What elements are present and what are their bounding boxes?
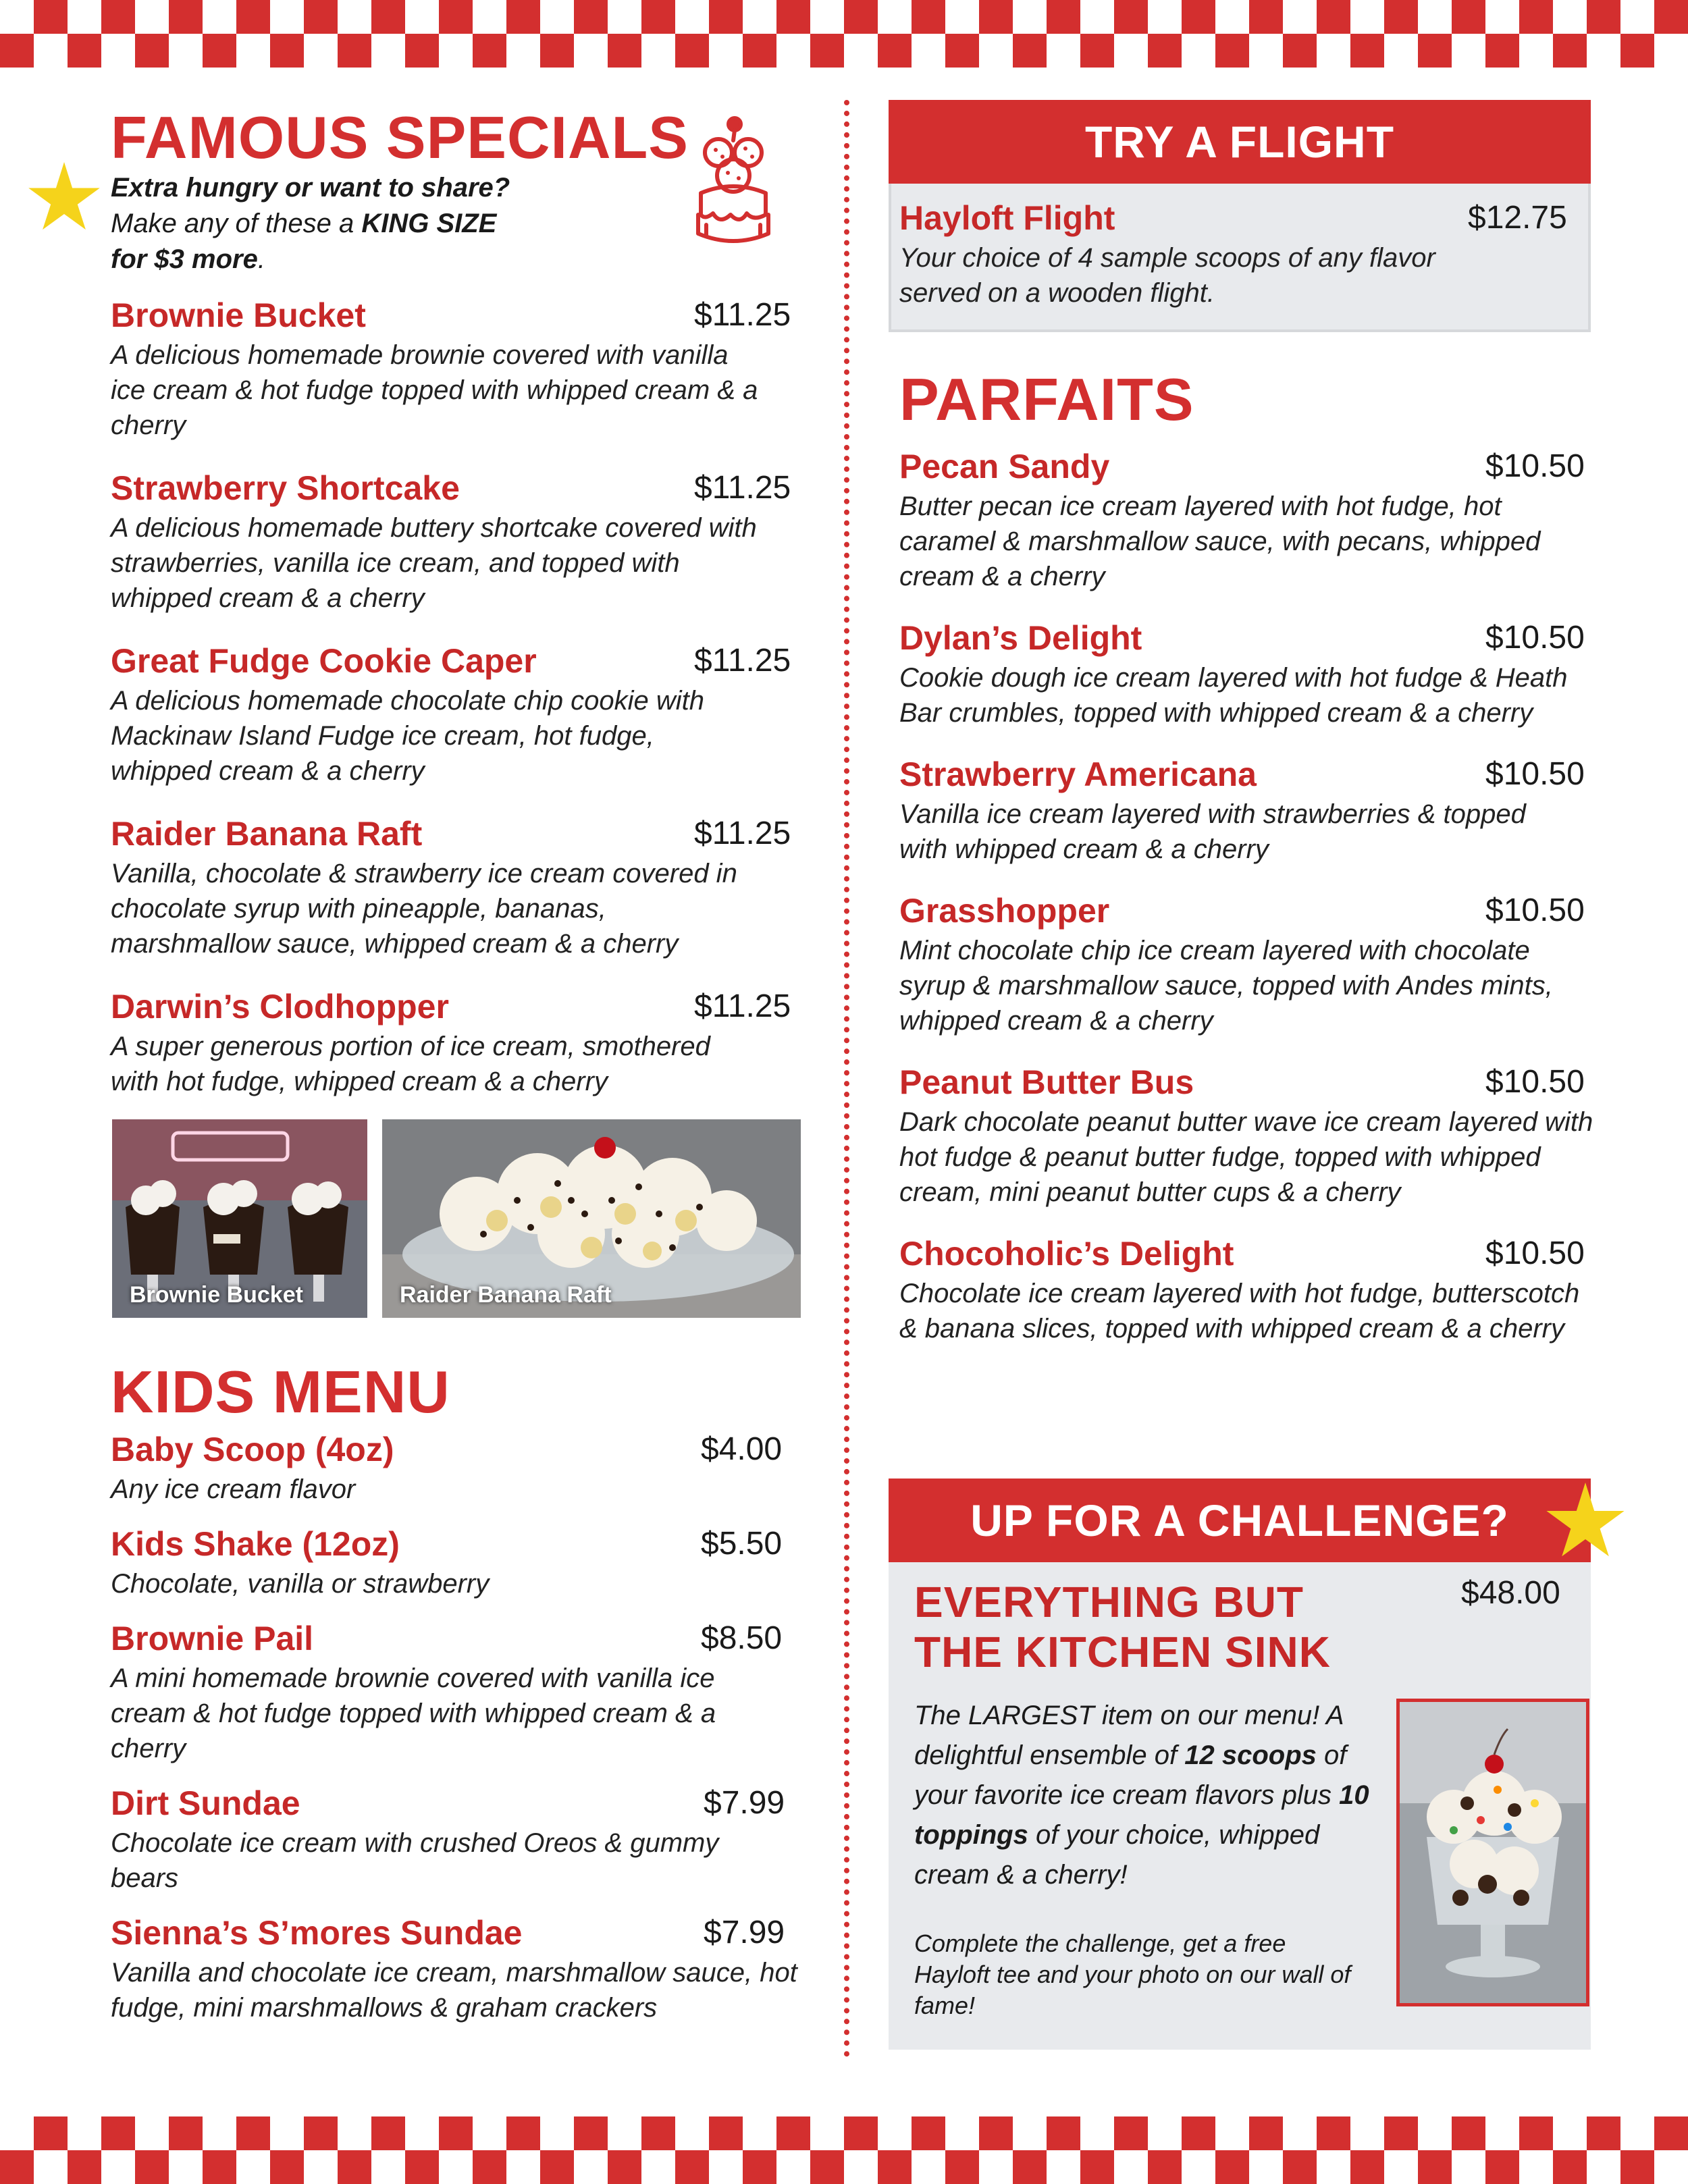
item-description: Butter pecan ice cream layered with hot fudge, hot caramel & marshmallow sauce, with pecans, whipped cream & a cherry	[899, 491, 1541, 591]
item-price: $10.50	[1485, 756, 1585, 792]
item-name: Raider Banana Raft	[111, 815, 423, 853]
flight-item	[899, 196, 1575, 311]
menu-item	[111, 293, 806, 443]
item-description: A super generous portion of ice cream, smothered with hot fudge, whipped cream & a cherry	[111, 1032, 710, 1096]
item-name: Peanut Butter Bus	[899, 1063, 1194, 1101]
item-description: Vanilla, chocolate & strawberry ice cream covered in chocolate syrup with pineapple, bananas, marshmallow sauce, whipped cream & a cherry	[111, 859, 737, 959]
kitchen-sink-photo	[1396, 1699, 1589, 2006]
item-name: Kids Shake (12oz)	[111, 1525, 400, 1563]
menu-item	[899, 196, 1575, 311]
menu-item	[899, 1060, 1602, 1210]
item-price: $11.25	[694, 297, 791, 333]
item-name: Dirt Sundae	[111, 1784, 300, 1822]
item-price: $11.25	[694, 643, 791, 678]
star-icon	[27, 162, 101, 236]
photo-caption: Brownie Bucket	[130, 1282, 303, 1308]
item-description: Vanilla ice cream layered with strawberries & topped with whipped cream & a cherry	[899, 799, 1526, 864]
item-description: Cookie dough ice cream layered with hot fudge & Heath Bar crumbles, topped with whipped cream & a cherry	[899, 663, 1568, 728]
challenge-header: UP FOR A CHALLENGE?	[889, 1479, 1591, 1562]
item-name: Brownie Bucket	[111, 296, 366, 334]
item-price: $10.50	[1485, 893, 1585, 928]
checker-border-top	[0, 0, 1688, 68]
famous-specials-title: FAMOUS SPECIALS	[111, 104, 689, 171]
item-description: A delicious homemade brownie covered with vanilla ice cream & hot fudge topped with whipped cream & a cherry	[111, 340, 758, 440]
menu-item	[111, 811, 806, 961]
item-price: $11.25	[694, 816, 791, 851]
menu-item	[111, 1427, 806, 1507]
menu-item	[899, 616, 1602, 730]
item-name: Strawberry Americana	[899, 755, 1257, 793]
menu-item	[111, 466, 806, 616]
menu-item	[899, 752, 1602, 867]
parfaits-title: PARFAITS	[899, 366, 1194, 433]
challenge-description: The LARGEST item on our menu! A delightful ensemble of 12 scoops of your favorite ice cream flavors plus 10 toppings of your choice, whipped cream & a cherry!	[914, 1701, 1369, 1890]
item-price: $11.25	[694, 470, 791, 506]
try-a-flight-header: TRY A FLIGHT	[889, 100, 1591, 184]
item-price: $10.50	[1485, 1064, 1585, 1100]
item-price: $11.25	[694, 988, 791, 1024]
item-name: Grasshopper	[899, 892, 1110, 930]
king-size-note: Extra hungry or want to share? Make any of these a KING SIZE for $3 more.	[111, 173, 510, 274]
item-name: Brownie Pail	[111, 1620, 314, 1657]
column-divider	[844, 100, 849, 2058]
item-price: $4.00	[701, 1431, 783, 1467]
menu-item	[111, 1911, 806, 2025]
item-description: Dark chocolate peanut butter wave ice cream layered with hot fudge & peanut butter fudge, topped with whipped cream, mini peanut butter cups & a cherry	[899, 1107, 1593, 1207]
item-price: $7.99	[704, 1915, 785, 1950]
item-price: $7.99	[704, 1785, 785, 1821]
photo-caption: Raider Banana Raft	[400, 1282, 612, 1308]
checker-border-bottom	[0, 2116, 1688, 2184]
raider-banana-raft-photo	[382, 1119, 801, 1318]
menu-item	[899, 1231, 1602, 1346]
item-description: Any ice cream flavor	[111, 1474, 356, 1504]
item-description: Chocolate ice cream layered with hot fudge, butterscotch & banana slices, topped with whipped cream & a cherry	[899, 1279, 1580, 1343]
menu-item	[111, 639, 806, 789]
famous-specials-list	[111, 273, 806, 1099]
item-name: Great Fudge Cookie Caper	[111, 642, 537, 680]
parfaits-list	[899, 423, 1602, 1346]
sundae-icon	[686, 113, 781, 255]
item-name: Sienna’s S’mores Sundae	[111, 1914, 523, 1952]
item-name: Chocoholic’s Delight	[899, 1235, 1234, 1273]
item-description: A delicious homemade chocolate chip cookie with Mackinaw Island Fudge ice cream, hot fudge, whipped cream & a cherry	[111, 686, 705, 786]
item-name: Baby Scoop (4oz)	[111, 1431, 394, 1468]
item-description: Your choice of 4 sample scoops of any flavor served on a wooden flight.	[899, 243, 1435, 308]
item-price: $10.50	[1485, 620, 1585, 656]
item-name: Darwin’s Clodhopper	[111, 988, 449, 1026]
item-price: $10.50	[1485, 448, 1585, 484]
menu-item	[111, 1781, 806, 1896]
item-description: A delicious homemade buttery shortcake covered with strawberries, vanilla ice cream, and topped with whipped cream & a cherry	[111, 513, 757, 613]
item-description: Vanilla and chocolate ice cream, marshmallow sauce, hot fudge, mini marshmallows & graham crackers	[111, 1958, 797, 2023]
item-name: Dylan’s Delight	[899, 619, 1142, 657]
item-price: $8.50	[701, 1620, 783, 1656]
kids-menu-list	[111, 1412, 806, 2025]
challenge-note: Complete the challenge, get a free Hayloft tee and your photo on our wall of fame!	[914, 1929, 1351, 2019]
item-price: $5.50	[701, 1526, 783, 1562]
item-name: Hayloft Flight	[899, 199, 1115, 237]
menu-item	[899, 888, 1602, 1038]
kitchen-sink-image	[1400, 1702, 1586, 2003]
item-name: Pecan Sandy	[899, 448, 1110, 485]
brownie-bucket-photo	[112, 1119, 367, 1318]
item-description: Mint chocolate chip ice cream layered with chocolate syrup & marshmallow sauce, topped with Andes mints, whipped cream & a cherry	[899, 936, 1553, 1036]
challenge-item-name: EVERYTHING BUT THE KITCHEN SINK	[914, 1578, 1331, 1676]
menu-item	[111, 984, 806, 1099]
menu-item	[899, 444, 1602, 594]
item-price: $12.75	[1468, 200, 1567, 236]
challenge-price: $48.00	[1461, 1575, 1560, 1611]
menu-item	[111, 1616, 806, 1766]
kids-menu-title: KIDS MENU	[111, 1358, 450, 1425]
item-name: Strawberry Shortcake	[111, 469, 460, 507]
item-description: Chocolate ice cream with crushed Oreos & gummy bears	[111, 1828, 719, 1893]
item-description: Chocolate, vanilla or strawberry	[111, 1569, 490, 1599]
item-description: A mini homemade brownie covered with vanilla ice cream & hot fudge topped with whipped cream & a cherry	[111, 1663, 716, 1763]
item-price: $10.50	[1485, 1235, 1585, 1271]
menu-item	[111, 1522, 806, 1601]
